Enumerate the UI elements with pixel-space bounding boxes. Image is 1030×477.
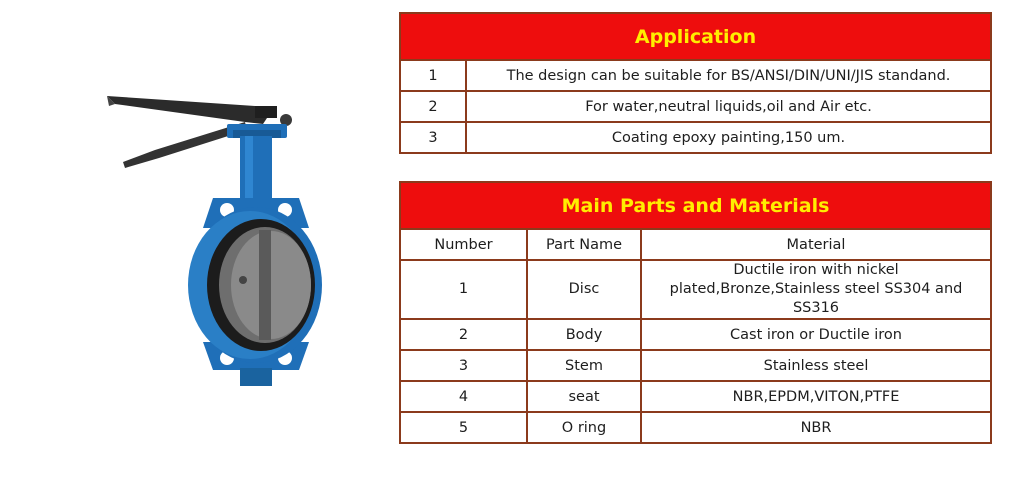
row-material: Stainless steel [641, 350, 991, 381]
row-part-name: O ring [527, 412, 641, 443]
row-number: 3 [400, 122, 466, 153]
table-row [400, 91, 991, 122]
row-part-name: seat [527, 381, 641, 412]
butterfly-valve-image [95, 80, 335, 400]
column-header-part-name: Part Name [527, 229, 641, 260]
row-number: 2 [400, 91, 466, 122]
row-material: NBR [641, 412, 991, 443]
row-part-name: Disc [527, 260, 641, 319]
row-text: Coating epoxy painting,150 um. [466, 122, 991, 153]
application-title: Application [400, 13, 991, 60]
table-row [400, 60, 991, 91]
row-number: 2 [400, 319, 527, 350]
row-text: For water,neutral liquids,oil and Air etc. [466, 91, 991, 122]
parts-table [399, 181, 992, 444]
row-number: 3 [400, 350, 527, 381]
row-part-name: Body [527, 319, 641, 350]
column-header-number: Number [400, 229, 527, 260]
application-table [399, 12, 992, 154]
table-row [400, 381, 991, 412]
table-row [400, 319, 991, 350]
parts-title: Main Parts and Materials [400, 182, 991, 229]
row-number: 5 [400, 412, 527, 443]
table-row [400, 260, 991, 319]
row-material: NBR,EPDM,VITON,PTFE [641, 381, 991, 412]
column-header-material: Material [641, 229, 991, 260]
table-row [400, 350, 991, 381]
row-text: The design can be suitable for BS/ANSI/DIN/UNI/JIS standand. [466, 60, 991, 91]
table-header-row [400, 229, 991, 260]
row-material: Ductile iron with nickel plated,Bronze,Stainless steel SS304 and SS316 [641, 260, 991, 319]
row-number: 1 [400, 60, 466, 91]
row-part-name: Stem [527, 350, 641, 381]
row-material: Cast iron or Ductile iron [641, 319, 991, 350]
row-number: 1 [400, 260, 527, 319]
table-row [400, 122, 991, 153]
row-number: 4 [400, 381, 527, 412]
table-row [400, 412, 991, 443]
